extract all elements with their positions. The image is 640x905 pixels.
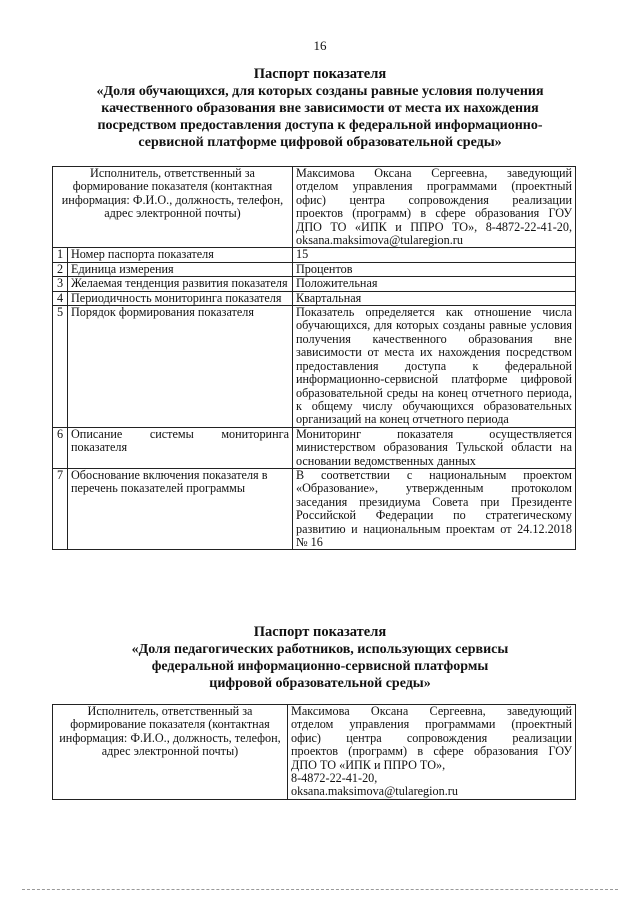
passport1-table — [52, 166, 576, 550]
row-value: Мониторинг показателя осуществляется министерством образования Тульской области на основании ведомственных данных — [293, 427, 576, 468]
row-number: 3 — [53, 277, 68, 291]
executor-line: офис) центра сопровождения реализации — [291, 730, 572, 745]
passport2-title — [40, 624, 600, 692]
row-value: Квартальная — [293, 291, 576, 305]
table-row — [53, 291, 576, 305]
table-row — [53, 262, 576, 276]
executor-line: Максимова Оксана Сергеевна, заведующий — [291, 704, 572, 718]
passport2-heading: Паспорт показателя — [253, 624, 387, 640]
row-label: Номер паспорта показателя — [68, 248, 293, 262]
passport2-table — [52, 704, 576, 800]
executor-email: oksana.maksimova@tularegion.ru — [291, 784, 458, 799]
passport1-title — [40, 66, 600, 151]
executor-row — [53, 705, 576, 800]
row-number: 2 — [53, 262, 68, 276]
row-number: 6 — [53, 427, 68, 468]
executor-info — [293, 167, 576, 248]
executor-label: Исполнитель, ответственный за формирование показателя (контактная информация: Ф.И.О., должность, телефон, адрес электронной почты) — [53, 167, 293, 248]
table-row — [53, 306, 576, 428]
table-row — [53, 248, 576, 262]
executor-email: oksana.maksimova@tularegion.ru — [296, 233, 463, 248]
executor-info — [288, 705, 576, 800]
passport1-title-line: качественного образования вне зависимости от места их нахождения — [101, 101, 539, 116]
passport2-title-line: «Доля педагогических работников, использующих сервисы — [131, 642, 509, 657]
executor-line: проектов (программ) в сфере образования ГОУ — [291, 744, 572, 759]
row-number: 1 — [53, 248, 68, 262]
row-value: Процентов — [293, 262, 576, 276]
row-number: 7 — [53, 468, 68, 549]
executor-label: Исполнитель, ответственный за формирование показателя (контактная информация: Ф.И.О., должность, телефон, адрес электронной почты) — [53, 705, 288, 800]
executor-line: офис) центра сопровождения реализации — [296, 192, 572, 207]
executor-line: отделом управления программами (проектный — [291, 717, 572, 732]
row-value: В соответствии с национальным проектом «Образование», утвержденным протоколом заседания президиума Совета при Президенте Российской Федерации по стратегическому развитию и национальным проектам от 24.12.2018 № 16 — [293, 468, 576, 549]
executor-line: отделом управления программами (проектный — [296, 179, 572, 194]
executor-phone: 8-4872-22-41-20, — [291, 771, 378, 786]
row-value: Показатель определяется как отношение числа обучающихся, для которых созданы равные условия получения качественного образования вне зависимости от места их нахождения посредством предоставления доступа к федеральной информационно-сервисной платформе цифровой образовательной среды на конец отчетного периода, к общему числу обучающихся образовательных организаций на конец отчетного периода — [293, 306, 576, 428]
row-label: Периодичность мониторинга показателя — [68, 291, 293, 305]
executor-row — [53, 167, 576, 248]
footer-divider — [22, 889, 618, 890]
row-label: Единица измерения — [68, 262, 293, 276]
row-number: 4 — [53, 291, 68, 305]
row-number: 5 — [53, 306, 68, 428]
executor-line: проектов (программ) в сфере образования ГОУ — [296, 206, 572, 221]
passport1-title-line: «Доля обучающихся, для которых созданы равные условия получения — [96, 84, 544, 99]
page-number: 16 — [313, 38, 327, 53]
table-row — [53, 427, 576, 468]
passport1-title-line: посредством предоставления доступа к федеральной информационно- — [97, 118, 543, 133]
passport1-heading: Паспорт показателя — [253, 66, 387, 82]
executor-line: ДПО ТО «ИПК и ППРО ТО», — [291, 757, 446, 772]
row-label: Порядок формирования показателя — [68, 306, 293, 428]
row-value: 15 — [293, 248, 576, 262]
row-label: Обоснование включения показателя в перечень показателей программы — [68, 468, 293, 549]
passport2-title-line: цифровой образовательной среды» — [209, 676, 431, 691]
row-value: Положительная — [293, 277, 576, 291]
table-row — [53, 468, 576, 549]
executor-line: ДПО ТО «ИПК и ППРО ТО», 8-4872-22-41-20, — [296, 219, 572, 234]
table-row — [53, 277, 576, 291]
passport1-title-line: сервисной платформе цифровой образовательной среды» — [138, 135, 502, 150]
row-label: Желаемая тенденция развития показателя — [68, 277, 293, 291]
passport2-title-line: федеральной информационно-сервисной платформы — [151, 659, 489, 674]
row-label: Описание системы мониторинга показателя — [68, 427, 293, 468]
executor-line: Максимова Оксана Сергеевна, заведующий — [296, 166, 572, 180]
